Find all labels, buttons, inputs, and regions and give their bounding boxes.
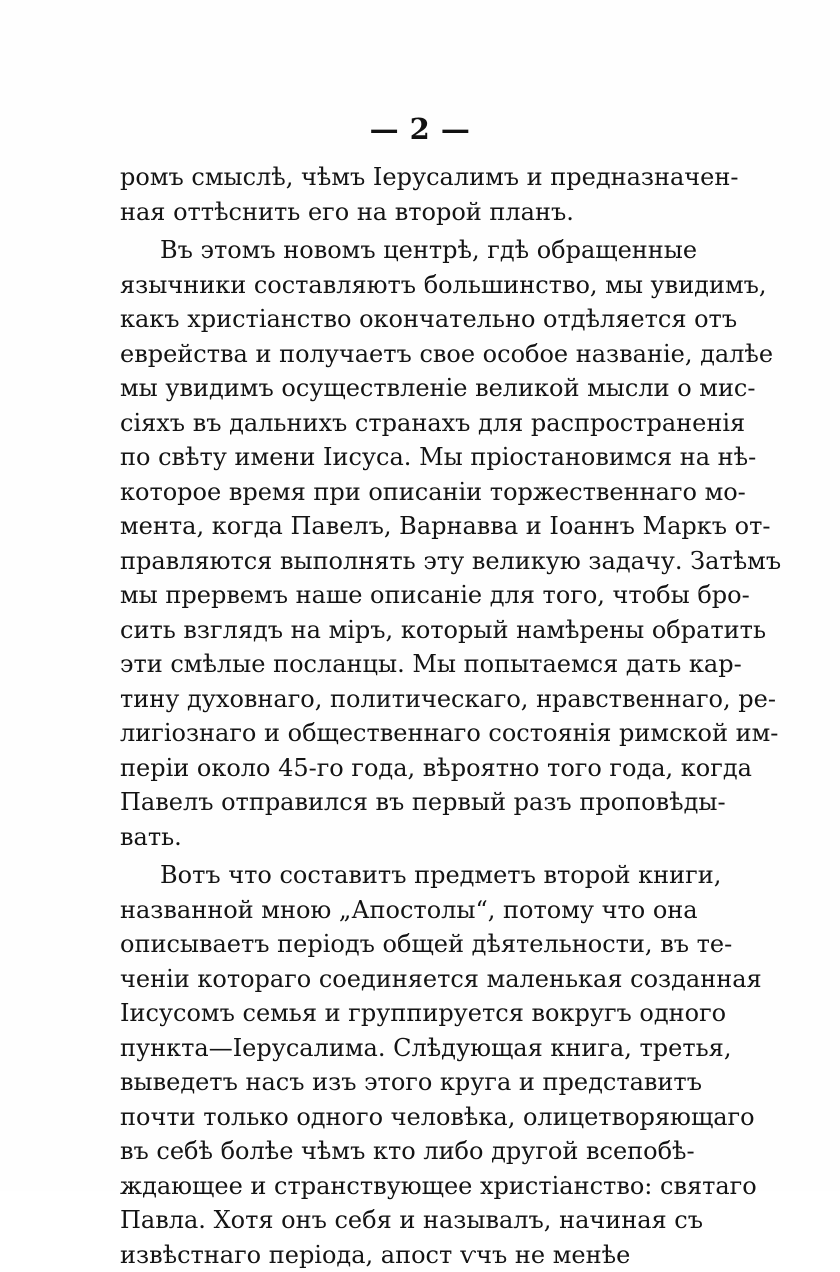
text-line: почти только одного человѣка, олицетворяющаго [120, 1100, 680, 1135]
text-line: правляются выполнять эту великую задачу. Затѣмъ [120, 544, 680, 579]
text-line: въ себѣ болѣе чѣмъ кто либо другой всепобѣ- [120, 1134, 680, 1169]
text-line: мы увидимъ осуществленіе великой мысли о мис- [120, 371, 680, 406]
text-line: язычники составляютъ большинство, мы увидимъ, [120, 268, 680, 303]
text-line: Вотъ что составитъ предметъ второй книги, [120, 858, 680, 893]
text-line: мента, когда Павелъ, Варнавва и Іоаннъ Маркъ от- [120, 509, 680, 544]
text-line: тину духовнаго, политическаго, нравственнаго, ре- [120, 682, 680, 717]
text-line: ромъ смыслѣ, чѣмъ Іерусалимъ и предназначен- [120, 160, 680, 195]
text-line: лигіознаго и общественнаго состоянія римской им- [120, 716, 680, 751]
text-line: выведетъ насъ изъ этого круга и представитъ [120, 1065, 680, 1100]
text-line: извѣстнаго періода, апост ѵчъ не менѣе [120, 1238, 680, 1272]
text-line: Іисусомъ семья и группируется вокругъ одного [120, 996, 680, 1031]
text-line: еврейства и получаетъ свое особое названіе, далѣе [120, 337, 680, 372]
text-line: сить взглядъ на міръ, который намѣрены обратить [120, 613, 680, 648]
body-text [120, 160, 680, 1272]
text-line: по свѣту имени Іисуса. Мы пріостановимся на нѣ- [120, 440, 680, 475]
text-line: названной мною „Апостолы“, потому что она [120, 893, 680, 928]
text-line: пункта—Іерусалима. Слѣдующая книга, третья, [120, 1031, 680, 1066]
text-line: Въ этомъ новомъ центрѣ, гдѣ обращенные [120, 233, 680, 268]
text-line: какъ христіанство окончательно отдѣляется отъ [120, 302, 680, 337]
text-line: ченіи котораго соединяется маленькая созданная [120, 962, 680, 997]
text-line: Павла. Хотя онъ себя и называлъ, начиная съ [120, 1203, 680, 1238]
text-line: описываетъ періодъ общей дѣятельности, въ те- [120, 927, 680, 962]
page-number: — 2 — [0, 112, 840, 146]
text-line: которое время при описаніи торжественнаго мо- [120, 475, 680, 510]
text-line: періи около 45-го года, вѣроятно того года, когда [120, 751, 680, 786]
text-line: эти смѣлые посланцы. Мы попытаемся дать кар- [120, 647, 680, 682]
text-line: ная оттѣснить его на второй планъ. [120, 195, 680, 230]
text-line: сіяхъ въ дальнихъ странахъ для распространенія [120, 406, 680, 441]
text-line: ждающее и странствующее христіанство: святаго [120, 1169, 680, 1204]
text-line: вать. [120, 820, 680, 855]
text-line: мы прервемъ наше описаніе для того, чтобы бро- [120, 578, 680, 613]
text-line: Павелъ отправился въ первый разъ проповѣды- [120, 785, 680, 820]
